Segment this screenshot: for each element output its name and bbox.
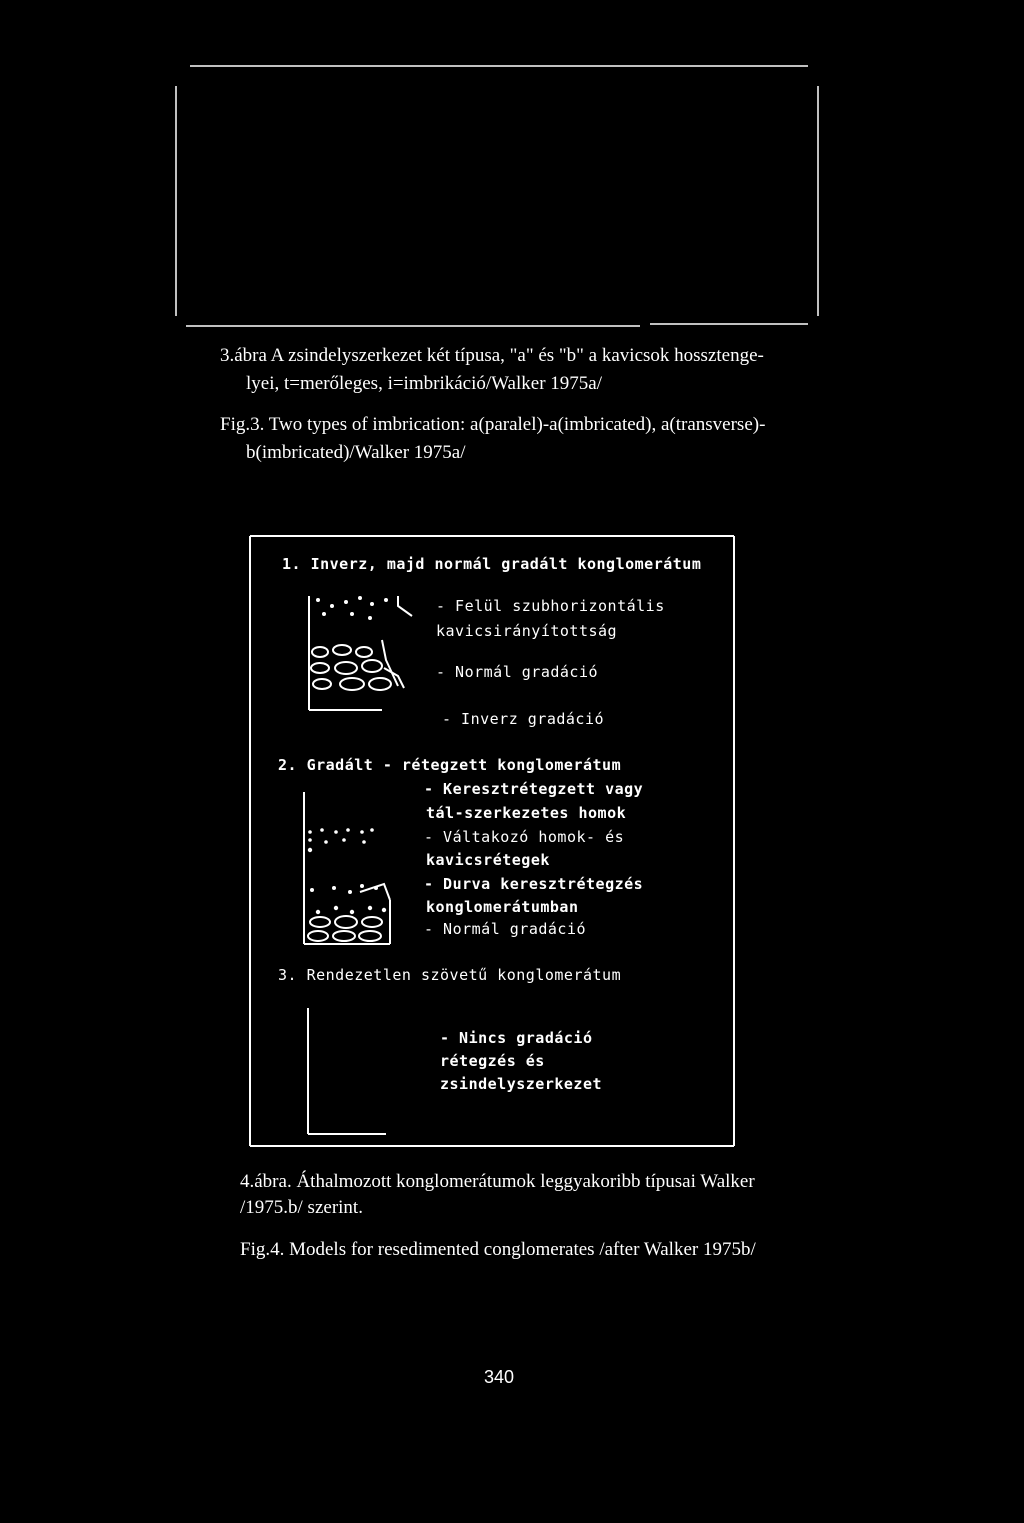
section2-item: - Keresztrétegzett vagy <box>424 780 644 798</box>
section1-item: - Normál gradáció <box>436 663 599 681</box>
fig4-caption-hu-line1: 4.ábra. Áthalmozott konglomerátumok leggyakoribb típusai Walker <box>240 1171 755 1192</box>
section1-clasts <box>311 645 391 690</box>
section2-sand <box>308 828 386 914</box>
fig3-caption-en-line2: b(imbricated)/Walker 1975a/ <box>246 442 466 463</box>
section1-item: - Inverz gradáció <box>442 710 605 728</box>
fig4-caption-hu-line2: /1975.b/ szerint. <box>240 1197 363 1218</box>
fig4-caption-en: Fig.4. Models for resedimented conglomerates /after Walker 1975b/ <box>240 1239 756 1260</box>
section1-item: - Felül szubhorizontális <box>436 597 665 615</box>
fig3-caption-en-line1: Fig.3. Two types of imbrication: a(paralel)-a(imbricated), a(transverse)- <box>220 414 766 435</box>
section2-item: tál-szerkezetes homok <box>426 804 627 822</box>
fig3-caption-hu-line1: 3.ábra A zsindelyszerkezet két típusa, "a" és "b" a kavicsok hossztenge- <box>220 345 764 366</box>
fig3-caption-hu-line2: lyei, t=merőleges, i=imbrikáció/Walker 1975a/ <box>246 373 602 394</box>
section2-item: konglomerátumban <box>426 898 579 916</box>
section3-item: rétegzés és <box>440 1052 545 1070</box>
section2-column <box>304 792 390 944</box>
section2-item: - Normál gradáció <box>424 920 587 938</box>
section2-item: - Durva keresztrétegzés <box>424 875 644 893</box>
section3-item: - Nincs gradáció <box>440 1029 593 1047</box>
section1-pebbles <box>316 596 388 620</box>
page-number: 340 <box>484 1367 515 1387</box>
section1-item: kavicsirányítottság <box>436 622 618 640</box>
section2-item: - Váltakozó homok- és <box>424 828 625 846</box>
section3-title: 3. Rendezetlen szövetű konglomerátum <box>278 966 622 984</box>
section2-title: 2. Gradált - rétegzett konglomerátum <box>278 756 622 774</box>
section1-title: 1. Inverz, majd normál gradált konglomerátum <box>282 555 702 573</box>
figure3-frame <box>176 66 818 326</box>
section2-item: kavicsrétegek <box>426 851 550 869</box>
section3-column <box>308 1008 386 1134</box>
section3-item: zsindelyszerkezet <box>440 1075 603 1093</box>
